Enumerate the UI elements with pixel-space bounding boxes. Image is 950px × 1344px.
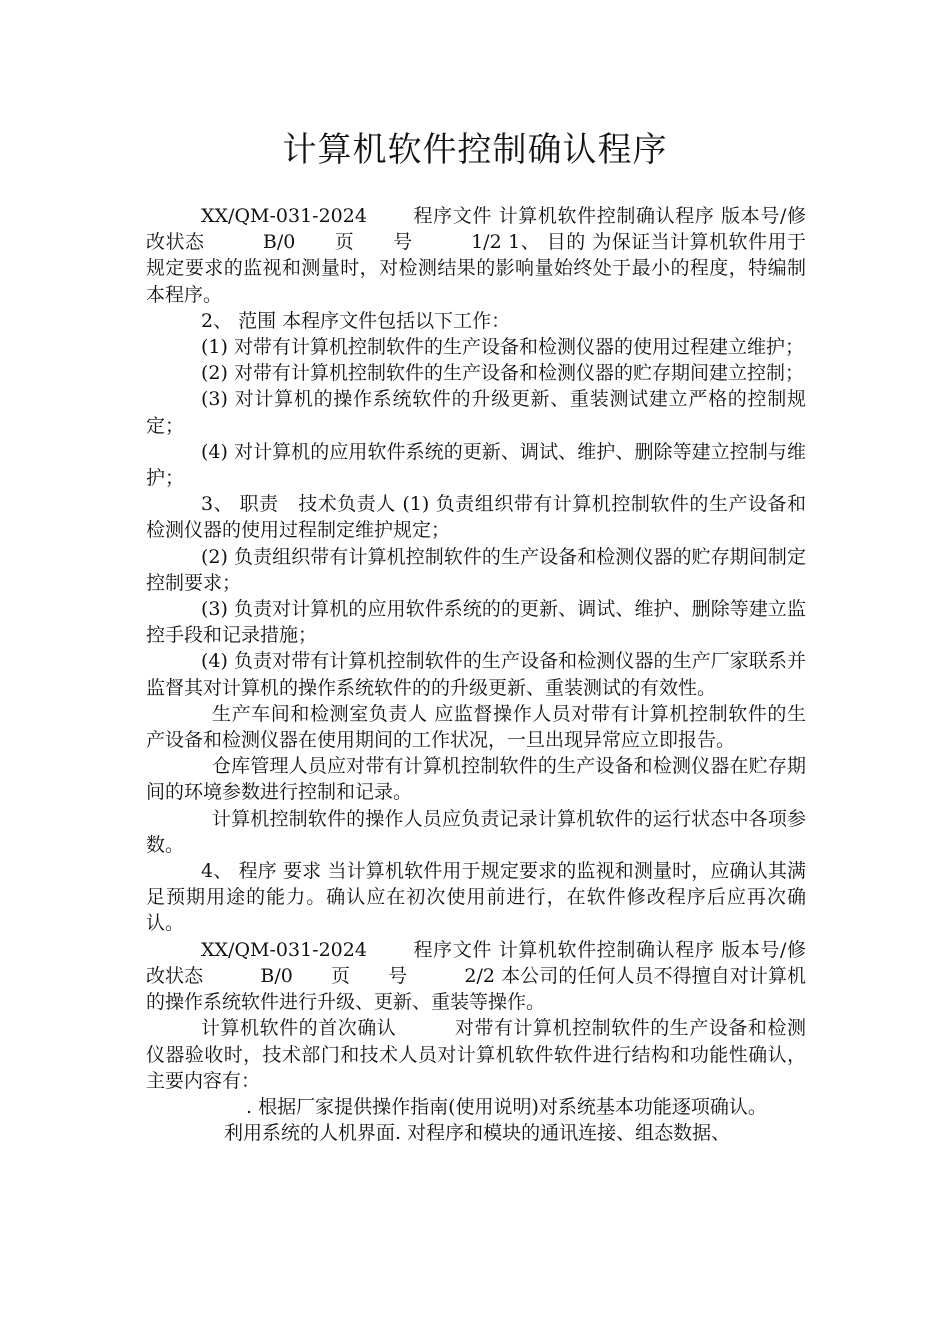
- document-title: 计算机软件控制确认程序: [282, 130, 668, 170]
- paragraph-header-purpose: XX/QM-031-2024 程序文件 计算机软件控制确认程序 版本号/修改状态 B/0 页 号 1/2 1、 目的 为保证当计算机软件用于规定要求的监视和测量时，对检测结果的影响量始终处于最小的程度，特编制本程序。: [146, 205, 806, 306]
- paragraph-scope-item-3: (3) 对计算机的操作系统软件的升级更新、重装测试建立严格的控制规定；: [146, 388, 806, 437]
- paragraph-scope-item-4: (4) 对计算机的应用软件系统的更新、调试、维护、删除等建立控制与维护；: [146, 440, 806, 490]
- paragraph-procedure: 4、 程序 要求 当计算机软件用于规定要求的监视和测量时，应确认其满足预期用途的能力。确认应在初次使用前进行，在软件修改程序后应再次确认。: [146, 860, 806, 935]
- paragraph-responsibility-item-3: (3) 负责对计算机的应用软件系统的的更新、调试、维护、删除等建立监控手段和记录措施；: [146, 598, 806, 647]
- paragraph-warehouse: 仓库管理人员应对带有计算机控制软件的生产设备和检测仪器在贮存期间的环境参数进行控制和记录。: [146, 755, 806, 804]
- paragraph-workshop-lead: 生产车间和检测室负责人 应监督操作人员对带有计算机控制软件的生产设备和检测仪器在使用期间的工作状况，一旦出现异常应立即报告。: [146, 702, 806, 752]
- paragraph-scope: 2、 范围 本程序文件包括以下工作：: [201, 309, 511, 332]
- paragraph-first-confirmation: 计算机软件的首次确认 对带有计算机控制软件的生产设备和检测仪器验收时，技术部门和技术人员对计算机软件软件进行结构和功能性确认，主要内容有：: [146, 1017, 806, 1092]
- paragraph-operators: 计算机控制软件的操作人员应负责记录计算机软件的运行状态中各项参数。: [146, 807, 806, 856]
- paragraph-scope-item-1: (1) 对带有计算机控制软件的生产设备和检测仪器的使用过程建立维护；: [201, 336, 804, 359]
- paragraph-header-page2: XX/QM-031-2024 程序文件 计算机软件控制确认程序 版本号/修改状态 B/0 页 号 2/2 本公司的任何人员不得擅自对计算机的操作系统软件进行升级、更新、重装等操作。: [146, 938, 806, 1014]
- paragraph-hmi-check: 利用系统的人机界面. 对程序和模块的通讯连接、组态数据、: [224, 1122, 731, 1145]
- paragraph-responsibility: 3、 职责 技术负责人 (1) 负责组织带有计算机控制软件的生产设备和检测仪器的使用过程制定维护规定；: [146, 493, 806, 542]
- paragraph-scope-item-2: (2) 对带有计算机控制软件的生产设备和检测仪器的贮存期间建立控制；: [201, 362, 804, 385]
- document-body: [146, 203, 806, 1146]
- paragraph-manual-check: . 根据厂家提供操作指南(使用说明)对系统基本功能逐项确认。: [246, 1095, 767, 1118]
- paragraph-responsibility-item-4: (4) 负责对带有计算机控制软件的生产设备和检测仪器的生产厂家联系并监督其对计算机的操作系统软件的的升级更新、重装测试的有效性。: [146, 650, 806, 699]
- paragraph-responsibility-item-2: (2) 负责组织带有计算机控制软件的生产设备和检测仪器的贮存期间制定控制要求；: [146, 545, 806, 594]
